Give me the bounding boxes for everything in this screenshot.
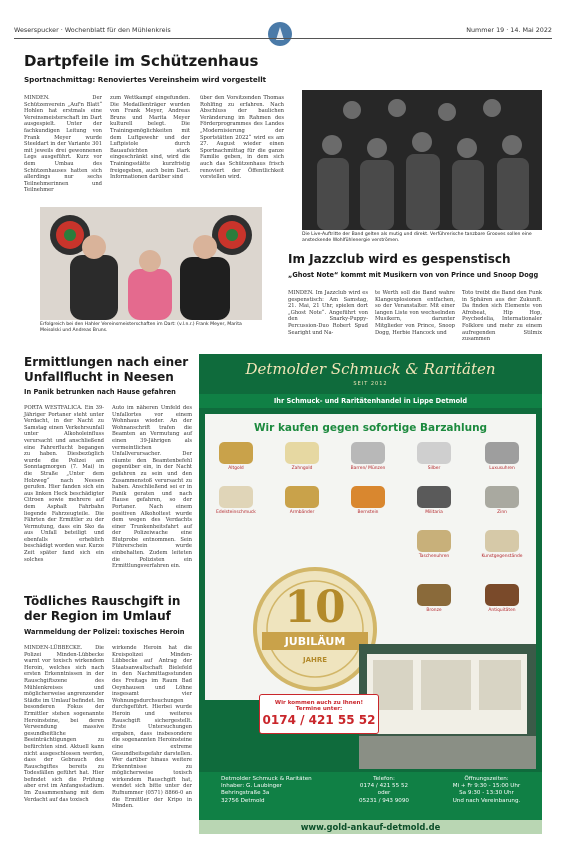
newspaper-logo-icon [268, 22, 292, 46]
ad-item: Taschenuhren [405, 530, 463, 559]
antique-furniture-icon [485, 584, 519, 606]
article-body-jazzclub-col2: te Werth soll die Band wahre Klangexplosionen entfachen, so der Veranstalter. Mit einer langen Liste von wechselnden Musikern, darunter Mitglieder von Prince, Snoop Dogg, Herbie Hancock und [375, 290, 455, 336]
ad-item: Luxusuhren [473, 442, 531, 471]
footer-street: Behringstraße 3a [221, 790, 270, 797]
article-body-unfallflucht-col2: Auto im näheren Umfeld des Unfallortes vor einem Wohnhaus wieder. An der Wohnanschrift trafen die Beamten an Vermutung auf einen 39-Jährigen als vermeintlichen Unfallverursacher. Der räumte den Beamtenbefehl gegenüber ein, in der Nacht gefahren zu sein und den Zusammenstoß verursacht zu haben. Anschließend sei er in Panik geraten und nach Hause gefahren, so der Portaner. Nach einem positiven Alkoholtest wurde dem wegen des Verdachts einer Trunkenheitsfahrt auf der Polizeiwache eine Blutprobe entnommen. Sein Führerschein wurde einbehalten. Zudem leiteten die Polizisten ein Ermittlungsverfahren ein. [112, 405, 192, 570]
article-body-jazzclub-col3: Toto treibt die Band den Funk in Sphären aus der Zukunft. Da finden sich Elemente von Afrobeat, Hip Hop, Psychedelia, Internationaler Folklore und mehr zu einem aufregenden Stilmix zusammen [462, 290, 542, 343]
medal-icon [417, 486, 451, 508]
bronze-statue-icon [417, 584, 451, 606]
coin-icon [351, 442, 385, 464]
amber-icon [351, 486, 385, 508]
bracelet-icon [285, 486, 319, 508]
photo-caption-darts: Erfolgreich bei den Hahler Vereinsmeisterschaften im Dart: (v.l.n.r.) Frank Meyer, Marita Meisolski und Andreas Bruns. [40, 322, 242, 333]
ad-slogan-band: Ihr Schmuck- und Raritätenhandel in Lippe Detmold [199, 394, 542, 408]
ad-website: www.gold-ankauf-detmold.de [199, 820, 542, 834]
gold-ring-icon [219, 442, 253, 464]
article-body-jazzclub-col1: MINDEN. Im Jazzclub wird es gespenstisch: Am Samstag, 21. Mai, 21 Uhr, spielen dort „Ghost Note“. Angeführt von den Snarky-Puppy-Percussion-Duo Robert Spud Searight und Na- [288, 290, 368, 336]
pocket-watch-icon [417, 530, 451, 552]
article-body-darts-col2: zum Wettkampf eingefunden. Die Medaillenträger wurden von Frank Meyer, Andreas Bruns und Marita Meyer kulturell belegt. Die Trainingsmöglichkeiten mit dem Luftgewehr und der Luftpistole durch Bauaufsichten stark eingeschränkt sind, wird die Trainingsstätte kurzfristig freigegeben, auch beim Dart. Informationen darüber sind [110, 95, 190, 181]
ad-footer-hours [434, 776, 539, 805]
article-title-unfallflucht: Ermittlungen nach einer Unfallflucht in Neesen [24, 355, 189, 384]
ad-footer [199, 772, 542, 820]
masthead-issue-date: Nummer 19 · 14. Mai 2022 [466, 26, 552, 34]
footer-owner: Inhaber: G. Laubinger [221, 783, 282, 790]
gemstone-icon [219, 486, 253, 508]
tooth-icon [285, 442, 319, 464]
phone-box-line1: Wir kommen auch zu Ihnen! [274, 700, 364, 706]
footer-hours1: Mi + Fr 9:30 - 15:00 Uhr [452, 783, 521, 790]
ad-footer-address [221, 776, 341, 805]
footer-hours2: Sa 9:30 - 13:30 Uhr [459, 790, 514, 797]
phone-box-line2: Termine unter: [295, 706, 343, 712]
ad-item: Altgold [207, 442, 265, 471]
photo-dart-players [40, 207, 262, 320]
footer-tel-label: Telefon: [373, 776, 395, 782]
article-subtitle-rauschgift: Warnmeldung der Polizei: toxisches Heroin [24, 628, 185, 636]
photo-shop-interior [359, 644, 536, 769]
watch-icon [485, 442, 519, 464]
footer-tel1: 0174 / 421 55 52 [359, 783, 409, 790]
silver-icon [417, 442, 451, 464]
ad-footer-phone [339, 776, 429, 805]
article-body-rauschgift-col2: wirkende Heroin hat die Kreispolizei Minden-Lübbecke auf Antrag der Staatsanwaltschaft Bielefeld in den Nachmittagsstunden des Freitags im Raum Bad Oeynhausen und Löhne insgesamt vier Wohnungsdurchsuchungen durchgeführt. Hierbei wurde Heroin und weiteres Rauschgift sichergestellt. Erste Untersuchungen ergaben, dass insbesondere die sogenannten Heroinsteine eine extreme Gesundheitsgefahr darstellen. Wer darüber hinaus weitere Erkenntnisse zu möglicherweise toxisch wirkendem Rauschgift hat, wendet sich bitte unter der Rufnummer (0571) 8866-0 an die Ermittler der Kripo in Minden. [112, 645, 192, 810]
masthead-rule [14, 38, 552, 39]
ad-item: Armbänder [273, 486, 331, 515]
ad-item: Edelsteinschmuck [207, 486, 265, 515]
article-body-rauschgift-col1: MINDEN-LÜBBECKE. Die Polizei Minden-Lübbecke warnt vor toxisch wirkendem Heroin, welches sich nach ersten Erkenntnissen in der Rauschgiftszene des Mühlenkreises und möglicherweise angrenzender Städte im Umlauf befindet. Im besonderen Fokus der Ermittler stehen sogenannte Heroinsteine, bei deren Verwendung massive gesundheitliche Beeinträchtigungen zu befürchten sind. Aktuell kann nicht ausgeschlossen werden, dass der Gebrauch des Rauschgiftes bereits zu Todesfällen geführt hat. Hier befindet sich die Prüfung aber erst im Anfangsstadium. Im Zusammenhang mit dem Verdacht auf das toxisch [24, 645, 104, 803]
jubilee-years: JAHRE [302, 656, 328, 664]
ad-headline: Wir kaufen gegen sofortige Barzahlung [253, 422, 488, 434]
ad-item: Bronze [405, 584, 463, 613]
photo-caption-band: Die Live-Auftritte der Band gelten als mutig und direkt. Verführerische tanzbare Grooves sollen eine ansteckende Wohlfühlenergie verströmen. [302, 232, 532, 243]
photo-ghost-note-band [302, 90, 542, 230]
article-body-darts-col3: über den Vorsitzenden Thomas Rohlfing zu erfahren. Nach Abschluss der baulichen Veränderung im Rahmen des Förderprogrammes des Landes „Modernisierung der Sportstätten 2022“ wird es am 27. August wieder einen Sportnachmittag für die ganze Familie geben, in dem sich auch das Schützenhaus frisch renoviert der Öffentlichkeit vorstellen wird. [200, 95, 284, 181]
pewter-icon [485, 486, 519, 508]
footer-or: oder [377, 790, 391, 797]
footer-city: 32756 Detmold [221, 797, 265, 804]
phone-box-number: 0174 / 421 55 52 [262, 713, 376, 727]
footer-hours3: Und nach Vereinbarung. [452, 797, 521, 804]
article-body-unfallflucht-col1: PORTA WESTFALICA. Ein 39-Jähriger Portaner steht unter Verdacht, in der Nacht zu Samstag einen Verkehrsunfall unter Alkoholeinfluss verursacht und anschließend eine Fahrerflucht begangen zu haben. Diesbezüglich wurde die Polizei am Sonntagmorgen (7. Mai) in die Straße „Unter dem Holzweg“ nach Neesen gerufen. Hier fanden sich ein aus linken Heck beschädigter Citroen sowie mehrere auf dem Asphalt Fahrbahn liegende Fahrzeugteile. Die Fährten der Ermittler zu der Vermutung, dass ein Sko da aus Unfall beteiligt und ebenfalls erheblich beschädigt worden war. Kurze Zeit später fand sich ein solches [24, 405, 104, 563]
masthead-publication: Weserspucker · Wochenblatt für den Mühlenkreis [14, 26, 171, 34]
ad-item: Bernstein [339, 486, 397, 515]
jubilee-word: JUBILÄUM [284, 635, 346, 648]
art-object-icon [485, 530, 519, 552]
ad-item: Kunstgegenstände [473, 530, 531, 559]
ad-item: Zahngold [273, 442, 331, 471]
article-subtitle-unfallflucht: In Panik betrunken nach Hause gefahren [24, 388, 176, 396]
ad-since: SEIT 2012 [353, 381, 388, 387]
ad-item: Antiquitäten [473, 584, 531, 613]
ad-title: Detmolder Schmuck & Raritäten [245, 360, 496, 378]
footer-tel2: 05231 / 943 9090 [359, 797, 409, 804]
ad-item: Silber [405, 442, 463, 471]
jubilee-number: 10 [284, 582, 346, 633]
article-subtitle-darts: Sportnachmittag: Renoviertes Vereinsheim wird vorgestellt [24, 75, 267, 84]
advertisement-detmolder-schmuck [199, 354, 542, 834]
ad-item: Militaria [405, 486, 463, 515]
article-body-darts-col1: MINDEN. Der Schützenverein „Auf'n Blatt“ Hohlen hat erstmals eine Vereinsmeisterschaft im Dart ausgespielt. Unter der fachkundigen Leitung von Frank Meyer wurde Steeldart in der Variante 301 mit jeweils drei gewonnenen Legs ausgeführt. Kurz vor dem Umbau des Schützenhauses hatten sich allerdings nur sechs Teilnehmerinnen und Teilnehmer [24, 95, 102, 194]
ad-item: Zinn [473, 486, 531, 515]
article-title-jazzclub: Im Jazzclub wird es gespenstisch [288, 252, 511, 266]
footer-hours-label: Öffnungszeiten: [464, 776, 509, 782]
article-subtitle-jazzclub: „Ghost Note“ kommt mit Musikern von von Prince und Snoop Dogg [288, 271, 539, 279]
ad-item: Barren/ Münzen [339, 442, 397, 471]
article-title-rauschgift: Tödliches Rauschgift in der Region im Umlauf [24, 594, 181, 623]
article-title-darts: Dartpfeile im Schützenhaus [24, 52, 259, 70]
footer-company: Detmolder Schmuck & Raritäten [221, 776, 312, 782]
ad-phone-box [259, 694, 379, 734]
